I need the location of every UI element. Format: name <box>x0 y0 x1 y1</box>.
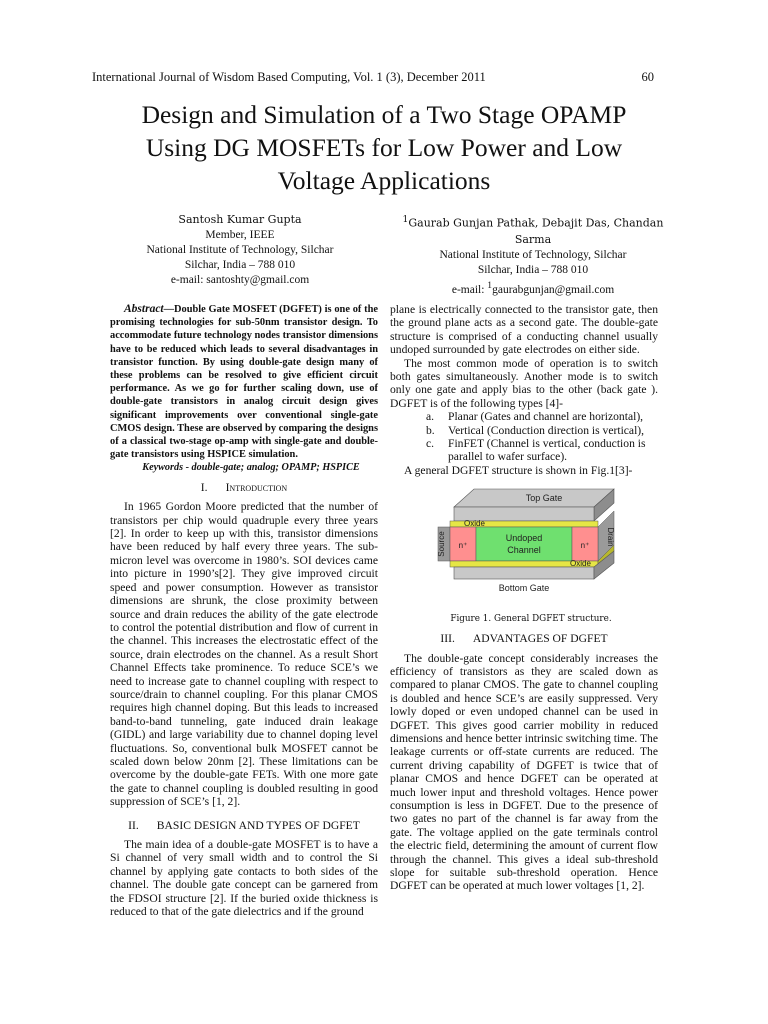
basic-paragraph-part2: plane is electrically connected to the transistor gate, then the ground plane acts as a second gate. The double-gate structure is comprised of a conducting channel usually undoped surrounded by gate electrodes on either side. <box>390 303 658 357</box>
section-heading-intro: I. Introduction <box>200 480 288 494</box>
dgfet-types-list <box>426 410 658 464</box>
author-block-right <box>388 212 678 297</box>
label-oxide-top: Oxide <box>464 519 485 529</box>
page-number: 60 <box>641 70 654 84</box>
author-names-line-2: Sarma <box>514 232 552 246</box>
label-n-plus-right: n⁺ <box>580 541 590 551</box>
figure-caption: Figure 1. General DGFET structure. <box>450 613 612 624</box>
section-heading-advantages: III. ADVANTAGES OF DGFET <box>440 632 608 646</box>
dgfet-structure-diagram <box>424 485 624 605</box>
list-item: c. FinFET (Channel is vertical, conduction is parallel to wafer surface). <box>426 437 646 464</box>
figure-dgfet <box>390 485 658 608</box>
label-source: Source <box>437 531 446 557</box>
label-top-gate: Top Gate <box>525 493 563 504</box>
figure-reference: A general DGFET structure is shown in Fig.1[3]- <box>404 463 633 477</box>
paper-title <box>60 98 708 197</box>
abstract-text: Double Gate MOSFET (DGFET) is one of the promising technologies for sub-50nm transistor design. To accommodate future technology nodes transistor dimensions have to be reduced which leads to several disadvantages in transistor function. By using double-gate design many of these problems can be resolved to give efficient circuit performance. As we go for further scaling down, use of double-gate transistors in analog circuit design gives significant improvements over conventional single-gate CMOS design. These are observed by comparing the designs of a classical two-stage op-amp with single-gate and double-gate transistors using HSPICE simulation. <box>110 304 378 461</box>
author-email: e-mail: $^1$gaurabgunjan@gmail.com <box>451 279 615 296</box>
author-location: Silchar, India – 788 010 <box>477 263 589 276</box>
basic-paragraph-part1: The main idea of a double-gate MOSFET is to have a Si channel of very small width and to control the Si channel by applying gate contacts to both sides of the channel. The double gate concept can be garnered from the FDSOI structure [2]. If the buried oxide thickness is reduced to that of the gate dielectrics and if the ground <box>110 838 378 919</box>
author-affiliation: National Institute of Technology, Silchar <box>439 248 627 261</box>
intro-paragraph: In 1965 Gordon Moore predicted that the number of transistors per chip would quadruple every three years [2]. In order to keep up with this, transistor dimensions have been reduced by half every three years. The sub-micron level was overcome in 1980’s. SOI devices came into picture in 1990’s[2]. They give improved circuit speed and power consumption. However as transistor dimensions are shrunk, the close proximity between source and drain reduces the ability of the gate electrode to control the potential distribution and flow of current in the channel. This increases the electrostatic effect of the source, drain electrodes on the channel. As a result Short Channel Effects take prominence. To reduce SCE’s we need to increase gate to channel coupling with respect to source/drain to channel coupling. For this planar CMOS requires high channel doping. But this leads to increased band-to-band tunneling, gate induced drain leakage (GIDL) and large variability due to channel doping level fluctuations. So, conventional bulk MOSFET cannot be scaled down below 20nm [2]. These limitations can be overcome by the double-gate FETs. With one more gate the gate to channel coupling is doubled resulting in good suppression of SCE’s [1, 2]. <box>110 500 378 809</box>
keywords: Keywords - double-gate; analog; OPAMP; HSPICE <box>142 462 360 474</box>
title-line-1: Design and Simulation of a Two Stage OPAMP <box>141 100 627 129</box>
author-name: Santosh Kumar Gupta <box>178 213 302 226</box>
label-bottom-gate: Bottom Gate <box>498 583 550 594</box>
author-role: Member, IEEE <box>205 229 275 241</box>
journal-citation: International Journal of Wisdom Based Computing, Vol. 1 (3), December 2011 <box>92 70 486 84</box>
author-affiliation: National Institute of Technology, Silchar <box>146 244 334 256</box>
author-email: e-mail: santoshty@gmail.com <box>170 274 310 286</box>
running-header <box>92 70 654 85</box>
label-n-plus-left: n⁺ <box>458 541 468 551</box>
author-names-line-1: $^1$Gaurab Gunjan Pathak, Debajit Das, Chandan <box>402 214 664 230</box>
label-oxide-bottom: Oxide <box>570 559 591 569</box>
title-line-2: Using DG MOSFETs for Low Power and Low <box>145 133 623 162</box>
abstract-lead: Abstract <box>124 303 164 315</box>
title-line-3: Voltage Applications <box>277 166 491 195</box>
operation-paragraph: The most common mode of operation is to switch both gates simultaneously. Another mode is to switch only one gate and apply bias to the other (back gate ). DGFET is of the following types [4]- <box>390 356 658 410</box>
list-item: b. Vertical (Conduction direction is vertical), <box>426 423 645 437</box>
advantages-paragraph: The double-gate concept considerably increases the efficiency of transistors as they are scaled down as compared to planar CMOS. The gate to channel coupling is doubled and hence SCE’s are easily suppressed. Very lowly doped or even undoped channel can be used in DGFET. This gives good carrier mobility in reduced dimensions and hence better intrinsic switching time. The leakage currents or off-state currents are reduced. The current driving capability of DGFET is twice that of planar CMOS and hence DGFET can be operated at much lower input and threshold voltages. Hence power consumption is less in DGFET. Due to the presence of two gates no part of the channel is far away from the gate. The voltage applied on the gate terminals control the electric field, determining the amount of current flow through the channel. This gives a ideal sub-threshold slope for suitable sub-threshold operation. Hence DGFET can be operated at much lower voltages [1, 2]. <box>390 651 658 893</box>
label-undoped: Undoped <box>505 533 543 544</box>
list-item: a. Planar (Gates and channel are horizontal), <box>426 410 644 424</box>
section-heading-basic: II. BASIC DESIGN AND TYPES OF DGFET <box>128 818 360 832</box>
column-right <box>390 303 658 893</box>
abstract: Abstract—Double Gate MOSFET (DGFET) is one of the promising technologies for sub-50nm transistor design. To accommodate future technology nodes transistor dimensions have to be reduced which leads to several disadvantages in transistor function. By using double-gate design many of these problems can be resolved to give efficient circuit performance. As we go for further scaling down, use of double-gate transistors in analog circuit design gives significant improvements over conventional single-gate CMOS design. These are observed by comparing the designs of a classical two-stage op-amp with single-gate and double-gate transistors using HSPICE simulation. <box>110 303 378 461</box>
column-left <box>110 303 378 918</box>
bottom-gate-front <box>454 567 594 579</box>
author-sup: 1 <box>402 214 409 225</box>
author-location: Silchar, India – 788 010 <box>184 259 296 271</box>
label-drain: Drain <box>606 527 615 547</box>
label-channel: Channel <box>507 545 541 556</box>
author-block-left <box>100 212 380 288</box>
